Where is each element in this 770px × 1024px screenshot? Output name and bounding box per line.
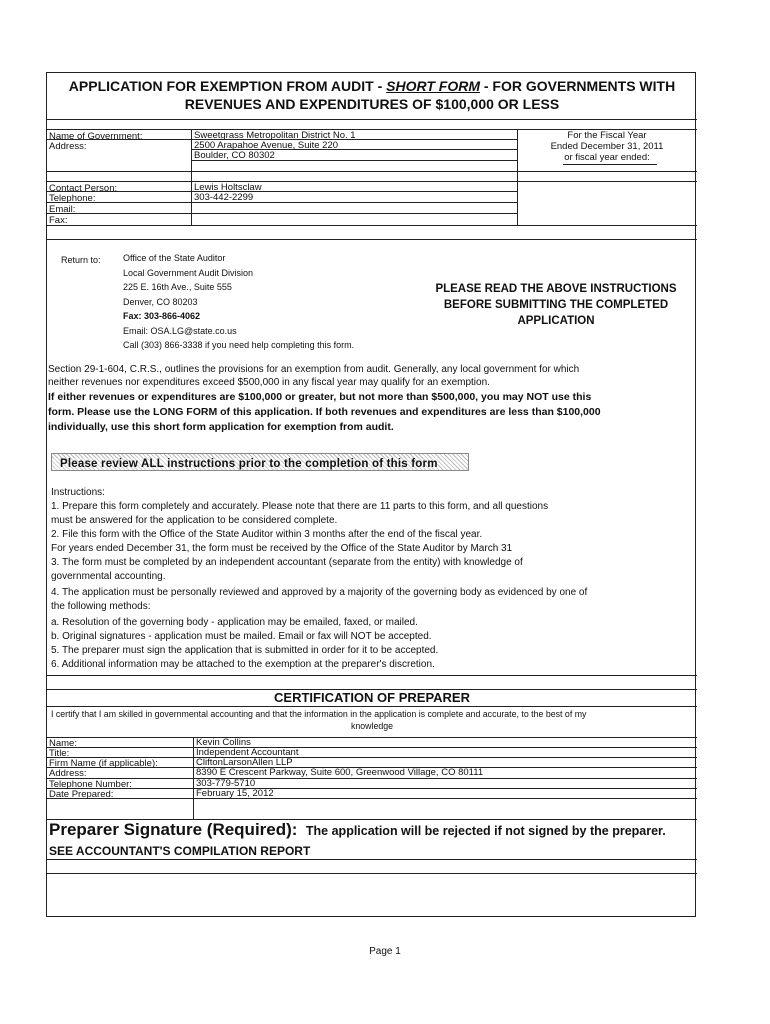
date-prepared-label: Date Prepared: <box>49 789 114 800</box>
title-part2: - FOR GOVERNMENTS WITH <box>479 78 676 94</box>
return-line: Office of the State Auditor <box>123 253 226 263</box>
compilation-report-note: SEE ACCOUNTANT'S COMPILATION REPORT <box>49 844 311 858</box>
notice-line: BEFORE SUBMITTING THE COMPLETED <box>443 299 669 311</box>
instruction-line: 6. Additional information may be attached to the exemption at the preparer's discretion. <box>51 659 435 670</box>
return-line: Call (303) 866-3338 if you need help completing this form. <box>123 340 355 350</box>
firm-name-label: Firm Name (if applicable): <box>49 758 158 769</box>
preparer-address-label: Address: <box>49 768 87 779</box>
instruction-line: 4. The application must be personally reviewed and approved by a majority of the governing body as evidenced by one of <box>51 587 588 598</box>
return-to-address <box>123 253 354 352</box>
telephone-value: 303-442-2299 <box>194 192 254 203</box>
instruction-line: the following methods: <box>51 601 151 612</box>
page-number: Page 1 <box>369 946 401 957</box>
certification-title: CERTIFICATION OF PREPARER <box>274 690 470 705</box>
date-prepared-value: February 15, 2012 <box>196 788 274 799</box>
gov-address-label: Address: <box>49 141 87 152</box>
certify-statement-line1: I certify that I am skilled in governmental accounting and that the information in the application is complete and accurate, to the best of my <box>51 709 587 719</box>
notice-line: PLEASE READ THE ABOVE INSTRUCTIONS <box>435 283 677 295</box>
fiscal-year-line1: For the Fiscal Year <box>567 130 647 141</box>
preparer-title-value: Independent Accountant <box>196 747 299 758</box>
instruction-line: must be answered for the application to be considered complete. <box>51 515 338 526</box>
return-line: Fax: 303-866-4062 <box>123 311 201 321</box>
telephone-label: Telephone: <box>49 193 96 204</box>
instruction-line: 1. Prepare this form completely and accurately. Please note that there are 11 parts to this form, and all questions <box>51 501 549 512</box>
preparer-phone-value: 303-779-5710 <box>196 778 256 789</box>
certify-statement-line2: knowledge <box>350 721 394 731</box>
email-label: Email: <box>49 204 76 215</box>
gov-name-label: Name of Government: <box>49 131 143 142</box>
gov-address-line1: 2500 Arapahoe Avenue, Suite 220 <box>194 140 339 151</box>
return-line: 225 E. 16th Ave., Suite 555 <box>123 282 232 292</box>
preparer-phone-label: Telephone Number: <box>49 779 132 790</box>
instruction-line: 5. The preparer must sign the application that is submitted in order for it to be accepted. <box>51 645 439 656</box>
review-banner <box>51 453 469 471</box>
contact-label: Contact Person: <box>49 183 118 194</box>
instruction-line: a. Resolution of the governing body - application may be emailed, faxed, or mailed. <box>51 617 418 628</box>
preparer-name-label: Name: <box>49 738 77 749</box>
title-short-form: SHORT FORM <box>386 78 480 94</box>
form-title <box>47 77 697 113</box>
gov-address-line2: Boulder, CO 80302 <box>194 150 275 161</box>
return-line: Denver, CO 80203 <box>123 296 198 307</box>
section-line: form. Please use the LONG FORM of this application. If both revenues and expenditures are less than $100,000 <box>48 406 601 418</box>
title-part1: APPLICATION FOR EXEMPTION FROM AUDIT - <box>68 78 387 94</box>
fiscal-year-line2: Ended December 31, 2011 <box>550 141 664 152</box>
title-line2: REVENUES AND EXPENDITURES OF $100,000 OR LESS <box>184 96 560 112</box>
preparer-title-label: Title: <box>49 748 70 759</box>
preparer-signature-row <box>49 820 666 840</box>
section-line: individually, use this short form application for exemption from audit. <box>48 421 394 433</box>
firm-name-value: CliftonLarsonAllen LLP <box>196 757 293 768</box>
return-line: Email: OSA.LG@state.co.us <box>123 325 237 336</box>
fiscal-year-line3: or fiscal year ended: <box>564 152 650 163</box>
section-line: If either revenues or expenditures are $100,000 or greater, but not more than $500,000, you may NOT use this <box>48 391 592 403</box>
instructions-heading: Instructions: <box>51 487 105 498</box>
signature-label: Preparer Signature (Required): <box>49 820 298 839</box>
preparer-address-value: 8390 E Crescent Parkway, Suite 600, Greenwood Village, CO 80111 <box>196 767 484 778</box>
instruction-line: 3. The form must be completed by an independent accountant (separate from the entity) with knowledge of <box>51 557 523 568</box>
application-form <box>46 72 696 917</box>
return-line: Local Government Audit Division <box>123 267 254 278</box>
section-line: Section 29-1-604, C.R.S., outlines the provisions for an exemption from audit. Generally, any local government for which <box>48 364 580 375</box>
instruction-line: 2. File this form with the Office of the State Auditor within 3 months after the end of the fiscal year. <box>51 529 483 540</box>
return-to-label: Return to: <box>61 255 101 265</box>
instruction-line: For years ended December 31, the form must be received by the Office of the State Auditor by March 31 <box>51 543 513 554</box>
section-line: neither revenues nor expenditures exceed $500,000 in any fiscal year may qualify for an exemption. <box>48 377 490 388</box>
instructions-notice <box>417 281 695 329</box>
review-banner-text: Please review ALL instructions prior to the completion of this form <box>52 458 438 470</box>
instruction-line: b. Original signatures - application must be mailed. Email or fax will NOT be accepted. <box>51 631 432 642</box>
section-text <box>48 363 696 434</box>
fax-label: Fax: <box>49 215 68 226</box>
signature-note: The application will be rejected if not signed by the preparer. <box>305 824 666 838</box>
instruction-line: governmental accounting. <box>51 571 166 582</box>
preparer-name-value: Kevin Collins <box>196 737 251 748</box>
contact-value: Lewis Holtsclaw <box>194 182 262 193</box>
gov-name-value: Sweetgrass Metropolitan District No. 1 <box>194 130 356 141</box>
notice-line: APPLICATION <box>517 315 595 327</box>
